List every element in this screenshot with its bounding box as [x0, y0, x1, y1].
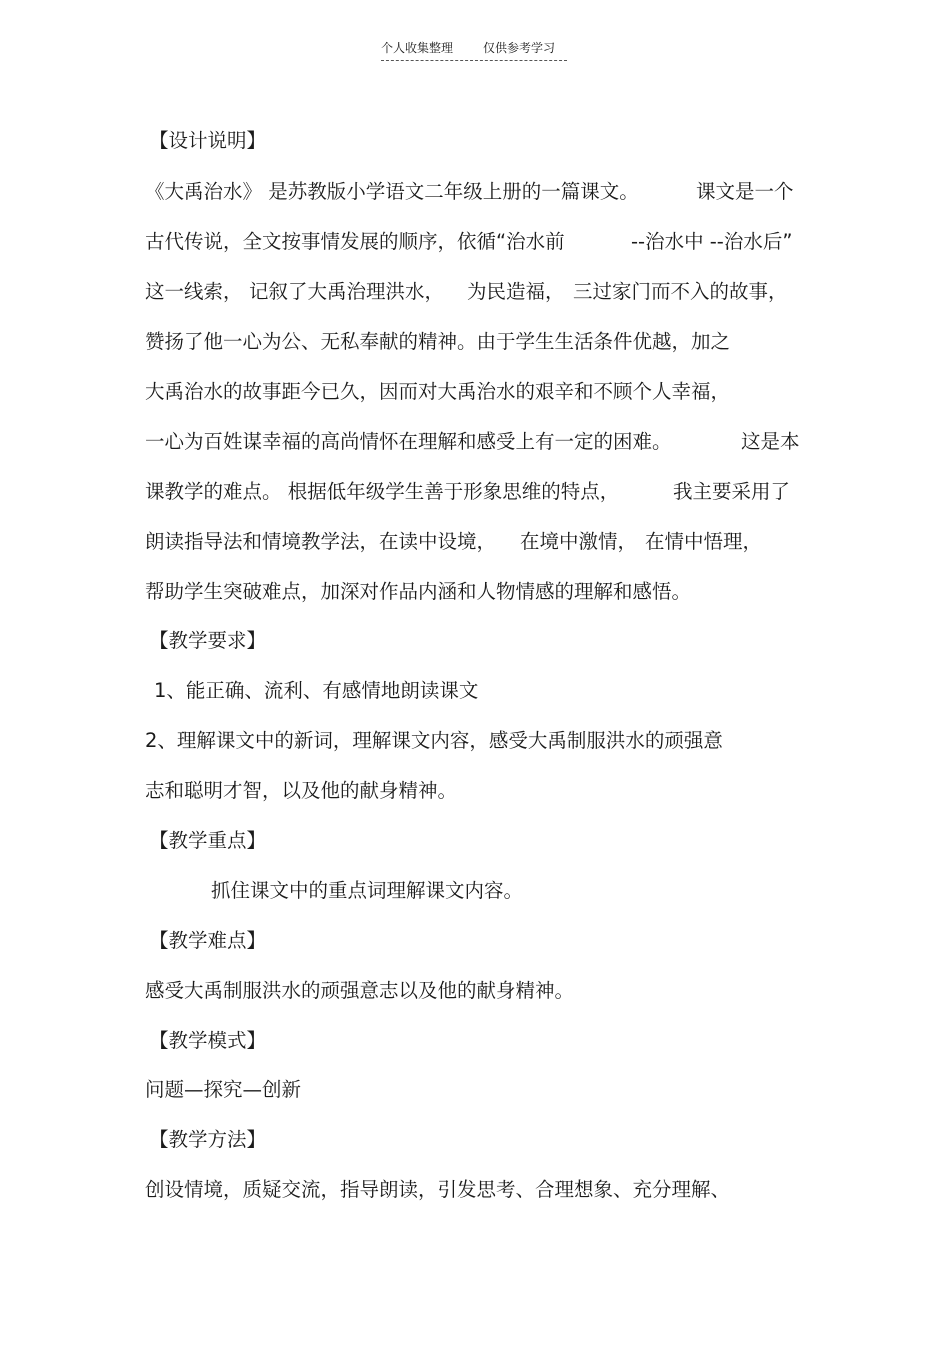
- header-right-text: 仅供参考学习: [483, 41, 556, 55]
- page-header: [381, 38, 567, 61]
- header-left-text: 个人收集整理: [381, 41, 454, 55]
